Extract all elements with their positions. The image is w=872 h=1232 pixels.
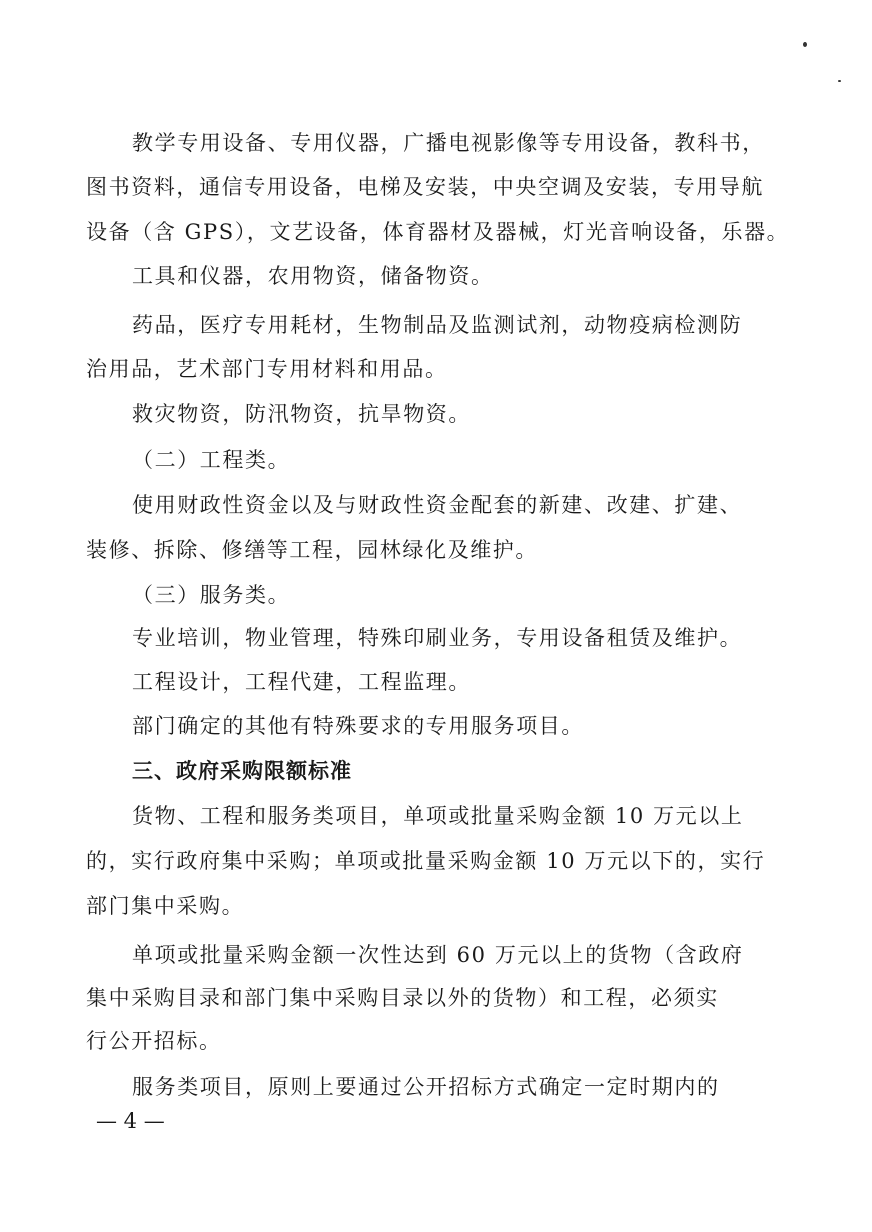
- page-number: — 4 —: [96, 1109, 165, 1133]
- text-line: 药品，医疗专用耗材，生物制品及监测试剂，动物疫病检测防: [132, 313, 743, 337]
- text-line: 的，实行政府集中采购；单项或批量采购金额 10 万元以下的，实行: [86, 849, 766, 873]
- text-line: 单项或批量采购金额一次性达到 60 万元以上的货物（含政府: [132, 943, 744, 967]
- text-line: 设备（含 GPS），文艺设备，体育器材及器械，灯光音响设备，乐器。: [86, 220, 790, 244]
- scan-speck: [803, 42, 807, 47]
- text-line: 工程设计，工程代建，工程监理。: [132, 670, 471, 694]
- section-heading: （二）工程类。: [132, 448, 291, 472]
- scan-speck: [838, 80, 841, 82]
- section-heading: （三）服务类。: [132, 583, 291, 607]
- text-line: 使用财政性资金以及与财政性资金配套的新建、改建、扩建、: [132, 493, 743, 517]
- text-line: 装修、拆除、修缮等工程，园林绿化及维护。: [86, 538, 538, 562]
- text-line: 图书资料，通信专用设备，电梯及安装，中央空调及安装，专用导航: [86, 175, 764, 199]
- text-line: 行公开招标。: [86, 1029, 222, 1053]
- text-line: 集中采购目录和部门集中采购目录以外的货物）和工程，必须实: [86, 986, 719, 1010]
- text-line: 治用品，艺术部门专用材料和用品。: [86, 357, 448, 381]
- text-line: 部门集中采购。: [86, 894, 245, 918]
- text-line: 货物、工程和服务类项目，单项或批量采购金额 10 万元以上: [132, 804, 744, 828]
- text-line: 教学专用设备、专用仪器，广播电视影像等专用设备，教科书，: [132, 131, 765, 155]
- section-heading: 三、政府采购限额标准: [132, 759, 352, 783]
- text-line: 救灾物资，防汛物资，抗旱物资。: [132, 402, 471, 426]
- text-line: 专业培训，物业管理，特殊印刷业务，专用设备租赁及维护。: [132, 626, 743, 650]
- text-line: 工具和仪器，农用物资，储备物资。: [132, 264, 494, 288]
- text-line: 部门确定的其他有特殊要求的专用服务项目。: [132, 714, 584, 738]
- text-line: 服务类项目，原则上要通过公开招标方式确定一定时期内的: [132, 1075, 720, 1099]
